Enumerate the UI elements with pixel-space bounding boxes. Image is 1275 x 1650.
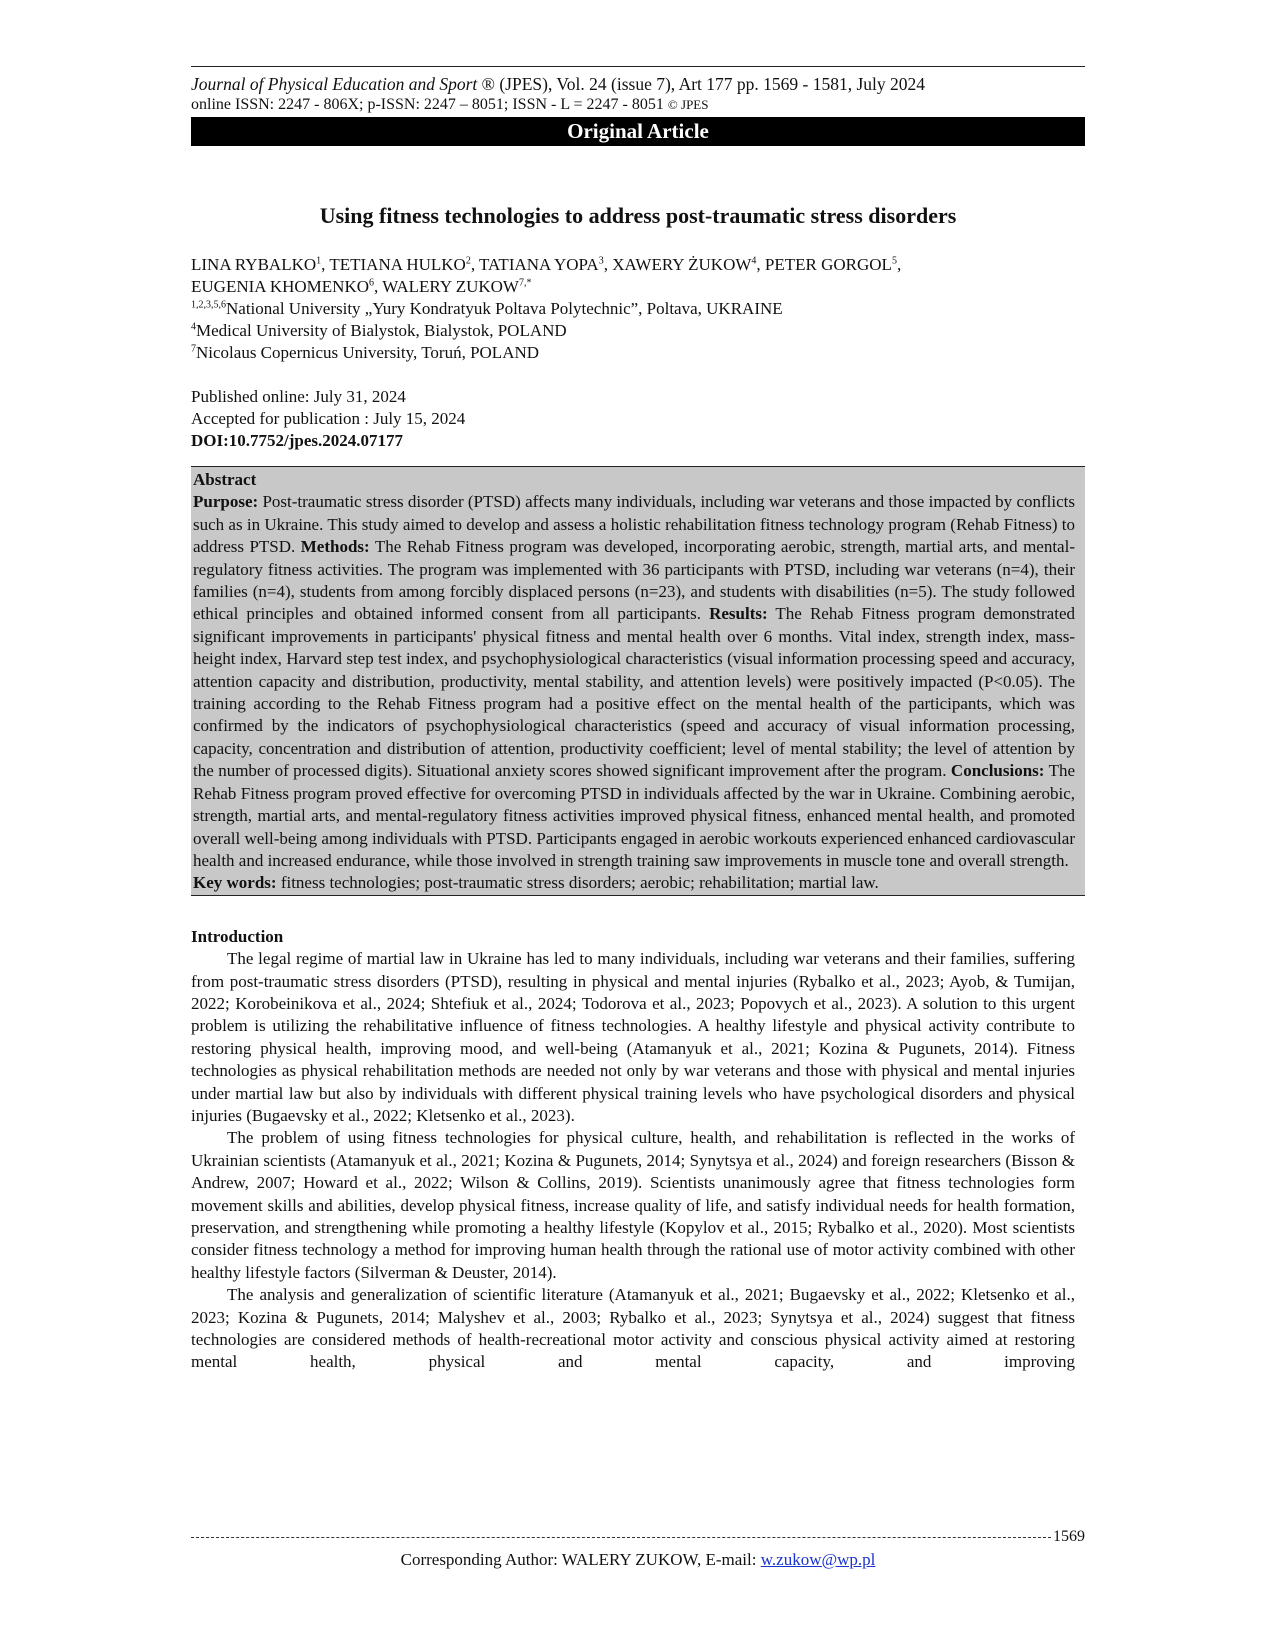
abstract-heading: Abstract xyxy=(193,470,257,489)
copyright-text: © JPES xyxy=(667,97,709,112)
journal-volume-info: ® (JPES), Vol. 24 (issue 7), Art 177 pp. 1569 - 1581, July 2024 xyxy=(477,74,926,94)
page xyxy=(191,66,1085,1374)
author-list xyxy=(191,254,1085,298)
journal-name: Journal of Physical Education and Sport xyxy=(191,74,478,94)
author: LINA RYBALKO$^1$, xyxy=(191,255,330,274)
journal-citation xyxy=(191,73,1085,95)
footer-rule xyxy=(191,1527,1085,1547)
affiliation: $^4$Medical University of Bialystok, Bialystok, POLAND xyxy=(191,321,567,340)
issn-text: online ISSN: 2247 - 806X; p-ISSN: 2247 – 8051; ISSN - L = 2247 - 8051 xyxy=(191,96,668,113)
abstract xyxy=(191,466,1085,896)
introduction xyxy=(191,926,1085,1374)
author: TETIANA HULKO$^2$, xyxy=(329,255,480,274)
doi: DOI:10.7752/jpes.2024.07177 xyxy=(191,431,404,450)
author: WALERY $ZUKOW^{7,*}$ xyxy=(382,277,532,296)
article-type-banner: Original Article xyxy=(191,117,1085,146)
page-footer xyxy=(191,1527,1085,1570)
published-date: Published online: July 31, 2024 xyxy=(191,387,406,406)
author: PETER GORGOL$^5$, xyxy=(764,255,902,274)
publication-dates xyxy=(191,386,1085,452)
introduction-heading: Introduction xyxy=(191,926,284,946)
article-title: Using fitness technologies to address post-traumatic stress disorders xyxy=(319,203,957,228)
paragraph: The problem of using fitness technologies for physical culture, health, and rehabilitation is reflected in the works of Ukrainian scientists (Atamanyuk et al., 2021; Kozina & Pugunets, 2014; Synytsya et al., 2024) and foreign researchers (Bisson & Andrew, 2007; Howard et al., 2022; Wilson & Collins, 2019). Scientists unanimously agree that fitness technologies form movement skills and abilities, develop physical fitness, increase quality of life, and satisfy individual needs for health formation, preservation, and strengthening while promoting a healthy lifestyle (Kopylov et al., 2015; Rybalko et al., 2020). Most scientists consider fitness technology a method for improving human health through the rational use of motor activity combined with other healthy lifestyle factors (Silverman & Deuster, 2014). xyxy=(191,1128,1075,1282)
keywords: Key words: fitness technologies; post-traumatic stress disorders; aerobic; rehabilitation; martial law. xyxy=(193,873,879,893)
accepted-date: Accepted for publication : July 15, 2024 xyxy=(191,409,466,428)
abstract-body: Purpose: Post-traumatic stress disorder (PTSD) affects many individuals, including war veterans and those impacted by conflicts such as in Ukraine. This study aimed to develop and assess a holistic rehabilitation fitness technology program (Rehab Fitness) to address PTSD. Methods: The Rehab Fitness program was developed, incorporating aerobic, strength, martial arts, and mental-regulatory fitness activities. The program was implemented with 36 participants with PTSD, including war veterans (n=4), their families (n=4), students from among forcibly displaced persons (n=23), and students with disabilities (n=5). The study followed ethical principles and obtained informed consent from all participants. Results: The Rehab Fitness program demonstrated significant improvements in participants' physical fitness and mental health over 6 months. Vital index, strength index, mass-height index, Harvard step test index, and psychophysiological characteristics (visual information processing speed and accuracy, attention capacity and distribution, productivity, mental stability, and attention levels) were positively impacted (P<0.05). The training according to the Rehab Fitness program had a positive effect on the mental health of the participants, which was confirmed by the indicators of psychophysiological characteristics (speed and accuracy of visual information processing, capacity, concentration and distribution of attention, productivity coefficient; level of mental stability; the level of attention by the number of processed digits). Situational anxiety scores showed significant improvement after the program. Conclusions: The Rehab Fitness program proved effective for overcoming PTSD in individuals affected by the war in Ukraine. Combining aerobic, strength, martial arts, and mental-regulatory fitness activities improved physical fitness, enhanced mental health, and promoted overall well-being among individuals with PTSD. Participants engaged in aerobic workouts experienced enhanced cardiovascular health and increased endurance, while those involved in strength training saw improvements in muscle tone and overall strength. xyxy=(193,492,1076,870)
author: XAWERY ŻUKOW$^4$, xyxy=(612,255,765,274)
affiliation: $^7$Nicolaus Copernicus University, Toruń, POLAND xyxy=(191,343,540,362)
email-link[interactable]: w.zukow@wp.pl xyxy=(760,1550,876,1569)
header-rule xyxy=(191,66,1085,67)
affiliation: $^{1,2,3,5,6}$National University „Yury Kondratyuk Poltava Polytechnic”, Poltava, UKRAINE xyxy=(191,299,783,318)
paragraph: The analysis and generalization of scientific literature (Atamanyuk et al., 2021; Bugaevsky et al., 2022; Kletsenko et al., 2023; Kozina & Pugunets, 2014; Malyshev et al., 2003; Rybalko et al., 2023; Synytsya et al., 2024) suggest that fitness technologies are considered methods of health-recreational motor activity and conscious physical activity aimed at restoring mental health, physical and mental capacity, and improving xyxy=(191,1285,1075,1372)
journal-issn xyxy=(191,95,1085,115)
page-number: 1569 xyxy=(1053,1528,1085,1545)
author: EUGENIA KHOMENKO$^6$, xyxy=(191,277,383,296)
paragraph: The legal regime of martial law in Ukraine has led to many individuals, including war veterans and their families, suffering from post-traumatic stress disorders (PTSD), resulting in physical and mental injuries (Rybalko et al., 2023; Ayob, & Tumijan, 2022; Korobeinikova et al., 2024; Shtefiuk et al., 2024; Todorova et al., 2023; Popovych et al., 2023). A solution to this urgent problem is utilizing the rehabilitative influence of fitness technologies. A healthy lifestyle and physical activity contribute to restoring physical health, improving mood, and well-being (Atamanyuk et al., 2021; Kozina & Pugunets, 2014). Fitness technologies as physical rehabilitation methods are needed not only by war veterans and those with physical and mental injuries under martial law but also by individuals with different physical training levels who have psychological disorders and physical injuries (Bugaevsky et al., 2022; Kletsenko et al., 2023). xyxy=(191,949,1075,1125)
corresponding-author: Corresponding Author: WALERY ZUKOW, E-mail: w.zukow@wp.pl xyxy=(400,1550,876,1569)
author: TATIANA YOPA$^3$, xyxy=(479,255,613,274)
dashed-line xyxy=(191,1537,1051,1538)
